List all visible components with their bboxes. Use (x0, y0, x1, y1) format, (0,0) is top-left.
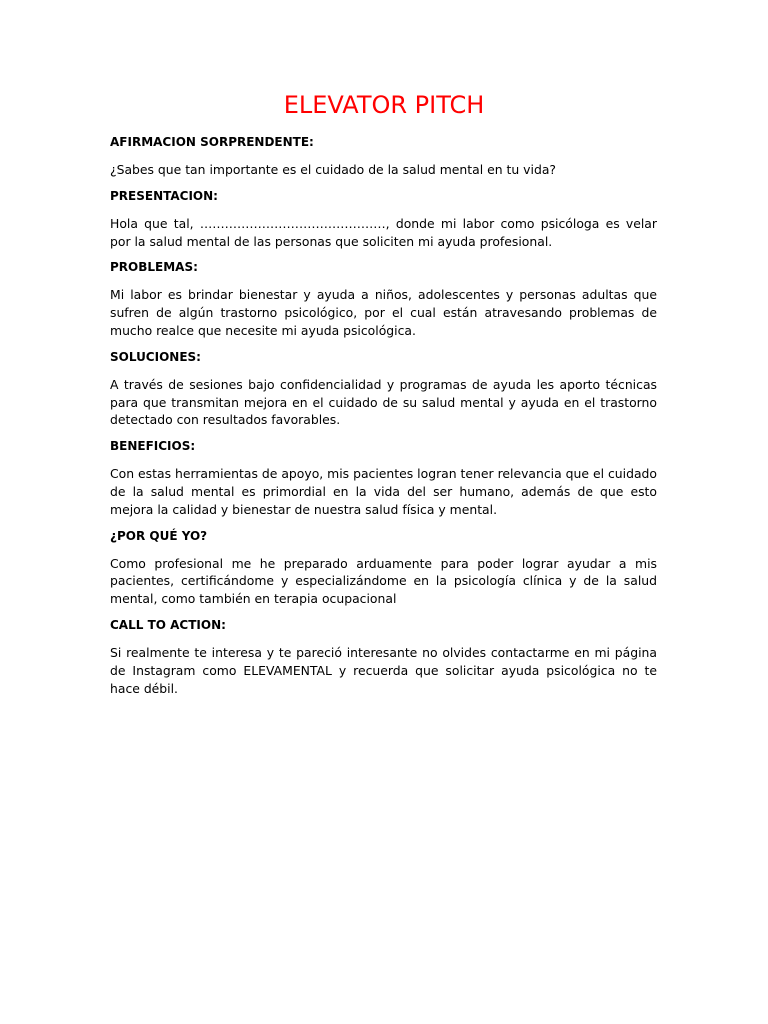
section-paragraph: Hola que tal, ………………………………………, donde mi labor como psicóloga es velar por la salud mental de las personas que soliciten mi ayuda profesional. (110, 215, 657, 249)
section-call-to-action (110, 617, 657, 697)
section-heading: CALL TO ACTION: (110, 617, 226, 632)
section-por-que-yo (110, 528, 657, 608)
section-soluciones (110, 349, 657, 429)
document-title: ELEVATOR PITCH (283, 91, 485, 119)
section-paragraph: Si realmente te interesa y te pareció interesante no olvides contactarme en mi página de Instagram como ELEVAMENTAL y recuerda que solicitar ayuda psicológica no te hace débil. (110, 644, 657, 696)
section-heading: SOLUCIONES: (110, 349, 201, 364)
document-body (110, 134, 657, 706)
section-paragraph: ¿Sabes que tan importante es el cuidado de la salud mental en tu vida? (110, 162, 556, 177)
section-problemas (110, 259, 657, 339)
section-heading: ¿POR QUÉ YO? (110, 528, 208, 543)
section-paragraph: Como profesional me he preparado arduamente para poder lograr ayudar a mis pacientes, certificándome y especializándome en la psicología clínica y de la salud mental, como también en terapia ocupacional (110, 555, 657, 607)
section-paragraph: Mi labor es brindar bienestar y ayuda a niños, adolescentes y personas adultas que sufren de algún trastorno psicológico, por el cual están atravesando problemas de mucho realce que necesite mi ayuda psicológica. (110, 287, 657, 338)
section-presentacion (110, 188, 657, 251)
section-heading: BENEFICIOS: (110, 439, 196, 454)
section-heading: PROBLEMAS: (110, 260, 198, 275)
section-paragraph: A través de sesiones bajo confidencialidad y programas de ayuda les aporto técnicas para que transmitan mejora en el cuidado de su salud mental y ayuda en el trastorno detectado con resultados favorables. (110, 376, 657, 428)
section-paragraph: Con estas herramientas de apoyo, mis pacientes logran tener relevancia que el cuidado de la salud mental es primordial en la vida del ser humano, además de que esto mejora la calidad y bienestar de nuestra salud física y mental. (110, 466, 657, 517)
section-heading: PRESENTACION: (110, 188, 218, 203)
section-beneficios (110, 438, 657, 518)
section-heading: AFIRMACION SORPRENDENTE: (110, 135, 314, 149)
section-afirmacion (110, 134, 657, 179)
